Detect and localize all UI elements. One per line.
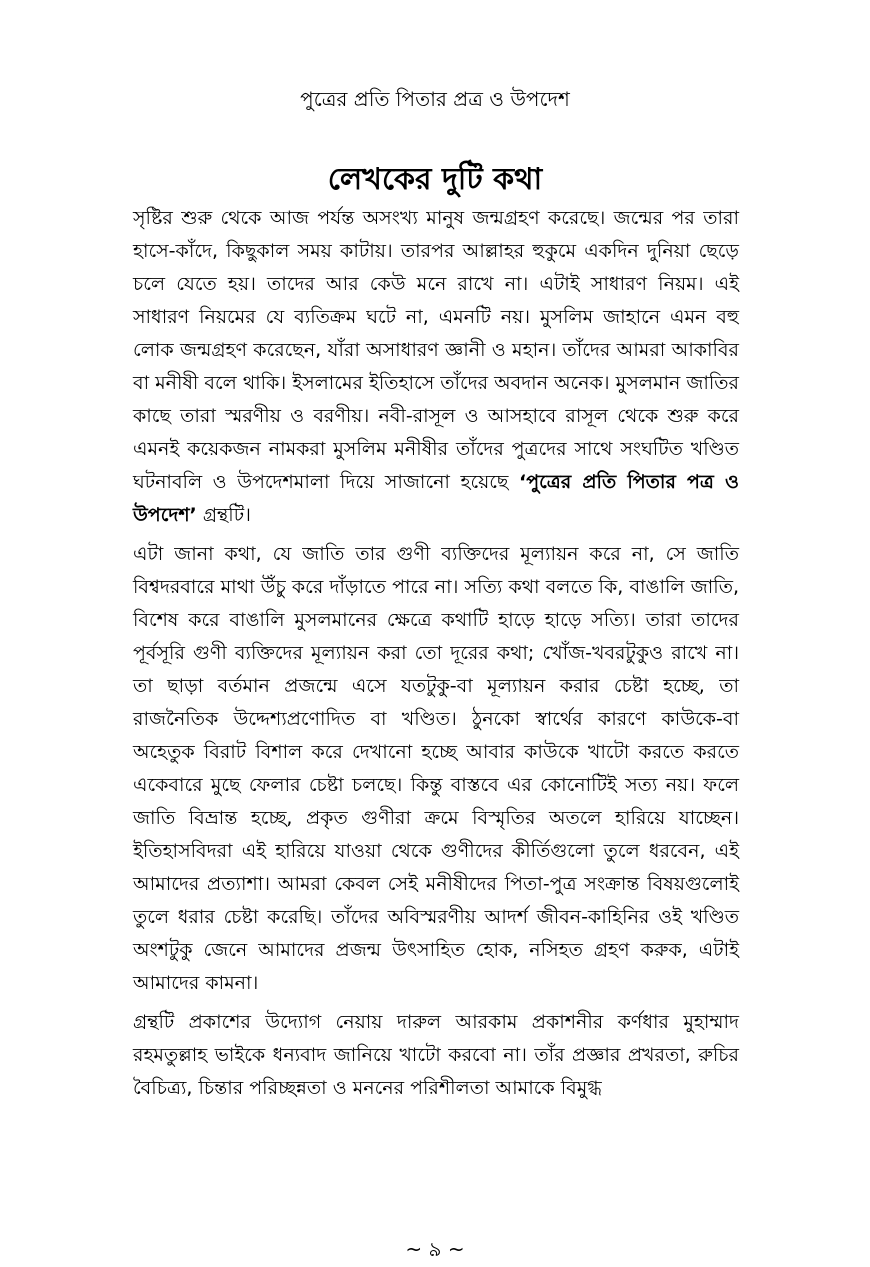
running-header: পুত্রের প্রতি পিতার প্রত্র ও উপদেশ <box>300 87 570 111</box>
section-title: লেখকের দুটি কথা <box>327 162 543 197</box>
paragraph <box>133 202 739 532</box>
body-text <box>133 202 739 1105</box>
paragraph: গ্রন্থটি প্রকাশের উদ্যোগ নেয়ায় দারুল আরকাম প্রকাশনীর কর্ণধার মুহাম্মাদ রহমতুল্লাহ ভাইকে ধন্যবাদ জানিয়ে খাটো করবো না। তাঁর প্রজ্ঞার প্রখরতা, রুচির বৈচিত্র্য, চিন্তার পরিচ্ছন্নতা ও মননের পরিশীলতা আমাকে বিমুগ্ধ <box>133 1011 739 1099</box>
paragraph: এটা জানা কথা, যে জাতি তার গুণী ব্যক্তিদের মূল্যায়ন করে না, সে জাতি বিশ্বদরবারে মাথা উঁচু করে দাঁড়াতে পারে না। সত্যি কথা বলতে কি, বাঙালি জাতি, বিশেষ করে বাঙালি মুসলমানের ক্ষেত্রে কথাটি হাড়ে হাড়ে সত্যি। তারা তাদের পূর্বসূরি গুণী ব্যক্তিদের মূল্যায়ন করা তো দূরের কথা; খোঁজ-খবরটুকুও রাখে না। তা ছাড়া বর্তমান প্রজন্মে এসে যতটুকু-বা মূল্যায়ন করার চেষ্টা হচ্ছে, তা রাজনৈতিক উদ্দেশ্যপ্রণোদিত বা খণ্ডিত। ঠুনকো স্বার্থের কারণে কাউকে-বা অহেতুক বিরাট বিশাল করে দেখানো হচ্ছে আবার কাউকে খাটো করতে করতে একেবারে মুছে ফেলার চেষ্টা চলছে। কিন্তু বাস্তবে এর কোনোটিই সত্য নয়। ফলে জাতি বিভ্রান্ত হচ্ছে, প্রকৃত গুণীরা ক্রমে বিস্মৃতির অতলে হারিয়ে যাচ্ছেন। ইতিহাসবিদরা এই হারিয়ে যাওয়া থেকে গুণীদের কীর্তিগুলো তুলে ধরবেন, এই আমাদের প্রত্যাশা। আমরা কেবল সেই মনীষীদের পিতা-পুত্র সংক্রান্ত বিষয়গুলোই তুলে ধরার চেষ্টা করেছি। তাঁদের অবিস্মরণীয় আদর্শ জীবন-কাহিনির ওই খণ্ডিত অংশটুকু জেনে আমাদের প্রজন্ম উৎসাহিত হোক, নসিহত গ্রহণ করুক, এটাই আমাদের কামনা। <box>133 543 739 994</box>
paragraph-text: সৃষ্টির শুরু থেকে আজ পর্যন্ত অসংখ্য মানুষ জন্মগ্রহণ করেছে। জন্মের পর তারা হাসে-কাঁদে, কিছুকাল সময় কাটায়। তারপর আল্লাহর হুকুমে একদিন দুনিয়া ছেড়ে চলে যেতে হয়। তাদের আর কেউ মনে রাখে না। এটাই সাধারণ নিয়ম। এই সাধারণ নিয়মের যে ব্যতিক্রম ঘটে না, এমনটি নয়। মুসলিম জাহানে এমন বহু লোক জন্মগ্রহণ করেছেন, যাঁরা অসাধারণ জ্ঞানী ও মহান। তাঁদের আমরা আকাবির বা মনীষী বলে থাকি। ইসলামের ইতিহাসে তাঁদের অবদান অনেক। মুসলমান জাতির কাছে তারা স্মরণীয় ও বরণীয়। নবী-রাসূল ও আসহাবে রাসূল থেকে শুরু করে এমনই কয়েকজন নামকরা মুসলিম মনীষীর তাঁদের পুত্রদের সাথে সংঘটিত খণ্ডিত ঘটনাবলি ও উপদেশমালা দিয়ে সাজানো হয়েছে <box>133 207 739 493</box>
book-title-inline: ‘পুত্রের প্রতি পিতার পত্র ও উপদেশ’ <box>133 471 740 526</box>
page-number: ~ ৯ ~ <box>405 1237 465 1261</box>
paragraph-text: গ্রন্থটি। <box>202 504 251 526</box>
